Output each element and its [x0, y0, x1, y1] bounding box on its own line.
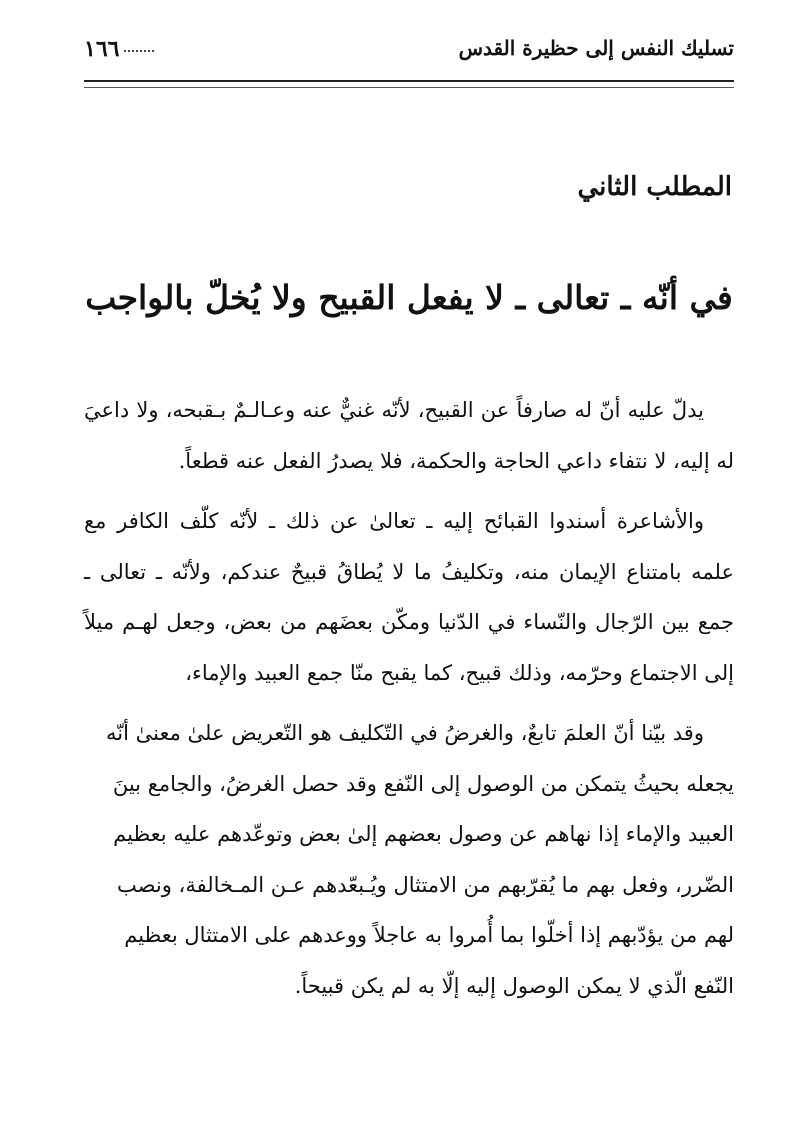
running-title: تسليك النفس إلى حظيرة القدس [458, 36, 734, 60]
paragraph-1: يدلّ عليه أنّ له صارفاً عن القبيح، لأنّه غنيٌّ عنه وعـالـمٌ بـقبحه، ولا داعيَ له إليه، لا نتفاء داعي الحاجة والحكمة، فلا يصدرُ الفعل عنه قطعاً. [84, 398, 734, 473]
chapter-title: في أنّه ـ تعالى ـ لا يفعل القبيح ولا يُخلّ بالواجب [85, 278, 733, 317]
leader-dots [124, 50, 154, 52]
page-number: ١٦٦ [84, 36, 120, 62]
running-header [84, 34, 734, 74]
paragraph-3: وقد بيّنا أنّ العلمَ تابعٌ، والغرضُ في التّكليف هو التّعريض علىٰ معنىٰ أنّه يجعله بحيثُ يتمكن من الوصول إلى النّفع وقد حصل الغرضُ، والجامع بينَ العبيد والإماء إذا نهاهم عن وصول بعضهم إلىٰ بعض وتوعّدهم عليه بعظيم الضّرر، وفعل بهم ما يُقرّبهم من الامتثال ويُـبعّدهم عـن المـخالفة، ونصب لهم من يؤدّبهم إذا أخلّوا بما أُمروا به عاجلاً ووعدهم على الامتثال بعظيم النّفع الّذي لا يمكن الوصول إليه إلّا به لم يكن قبيحاً. [106, 721, 734, 998]
body-text [84, 385, 734, 1021]
section-label: المطلب الثاني [577, 172, 732, 202]
header-rule-thick [84, 80, 734, 82]
header-rule-thin [84, 87, 734, 88]
paragraph-2: والأشاعرة أسندوا القبائح إليه ـ تعالىٰ عن ذلك ـ لأنّه كلّف الكافر مع علمه بامتناع الإيمان منه، وتكليفُ ما لا يُطاقُ قبيحٌ عندكم، ولأنّه ـ تعالى ـ جمع بين الرّجال والنّساء في الدّنيا ومكّن بعضَهم من بعض، وجعل لهـم ميلاً إلى الاجتماع وحرّمه، وذلك قبيح، كما يقبح منّا جمع العبيد والإماء، [84, 509, 734, 685]
